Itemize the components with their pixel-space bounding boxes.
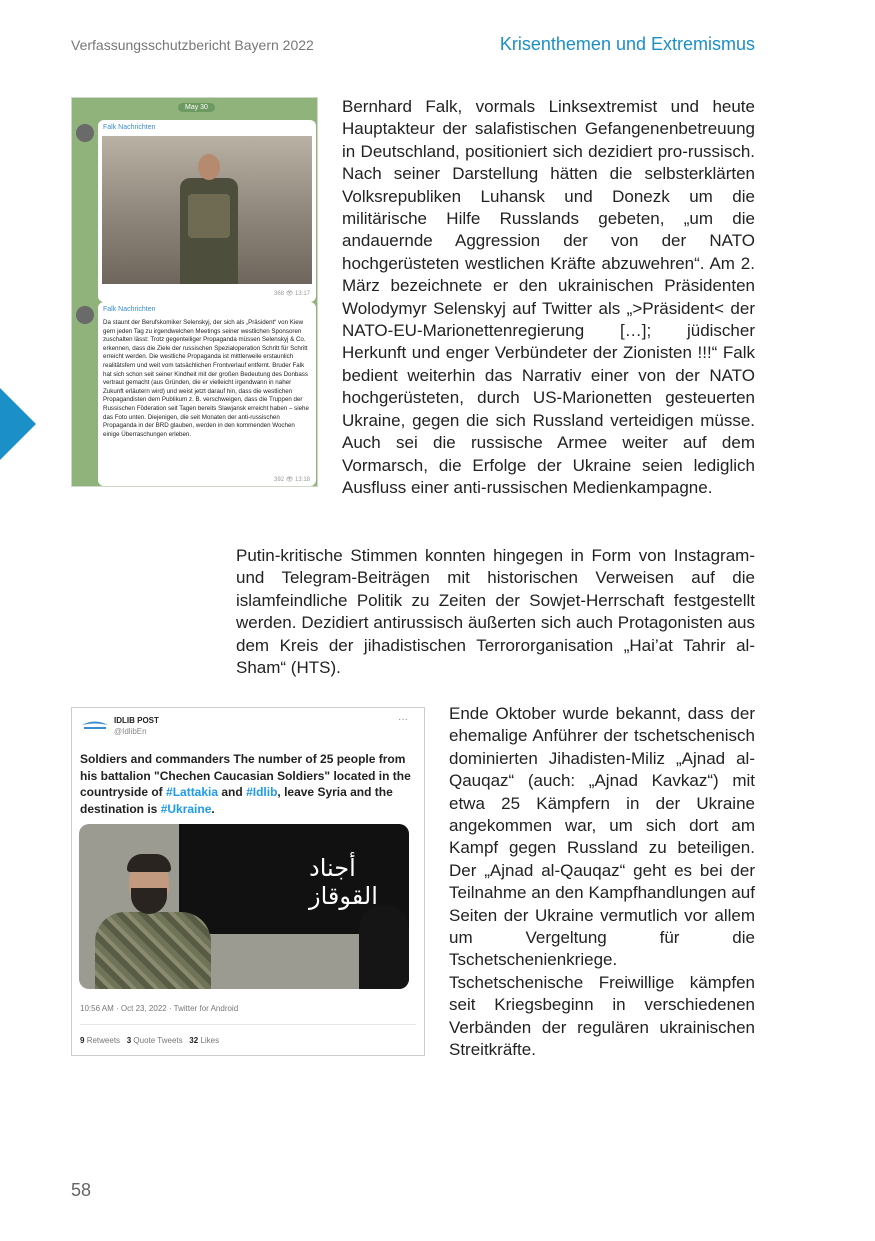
telegram-message-2 [98,302,316,486]
hashtag-lattakia: #Lattakia [166,785,219,799]
message-sender-name: Falk Nachrichten [103,124,156,131]
paragraph-ajnad-al-qauqaz: Ende Oktober wurde bekannt, dass der ehemalige Anführer der tschetschenisch dominierten Jihadisten-Miliz „Ajnad al-Qauqaz“ (auch: „Ajnad Kavkaz“) mit etwa 25 Kämpfern in der Ukraine angekommen war, um sich dort am Kampf gegen Russland zu beteiligen. Der „Ajnad al-Qauqaz“ geht es bei der Teilnahme an den Kampfhandlungen auf Seiten der Ukraine vermutlich vor allem um Vergeltung für die Tschetschenienkriege. Tschetschenische Freiwillige kämpfen seit Kriegsbeginn in verschiedenen Verbänden der regulären ukrainischen Streitkräfte. [449,704,755,1060]
message-meta [274,476,310,483]
chapter-tab-marker [0,388,36,460]
paragraph-putin-critical: Putin-kritische Stimmen konnten hingegen in Form von Instagram- und Telegram-Beiträgen mit historischen Verweisen auf die islamfeindliche Politik zu Zeiten der Sowjet-Herrschaft festgestellt werden. Dezidiert antirussisch äußerten sich auch Protagonisten aus dem Kreis der jihadistischen Terrororganisation „Hai’at Tahrir al-Sham“ (HTS). [236,546,755,678]
hashtag-idlib: #Idlib [246,785,278,799]
photo-fighter [91,854,211,989]
hashtag-ukraine: #Ukraine [160,801,212,816]
photo-masked-figure [359,904,409,989]
tweet-author-name: IDLIB POST [114,716,159,725]
telegram-message-1 [98,120,316,302]
eye-icon: 👁 [285,477,294,483]
message-meta [274,290,310,297]
view-count: 368 [274,291,285,297]
channel-avatar [76,124,94,142]
tweet-text: Soldiers and commanders The number of 25 people from his battalion "Chechen Caucasian Soldiers" located in the countryside of #Lattakia and #Idlib, leave Syria and the destination is #Ukraine. [80,752,411,816]
tweet-screenshot [71,707,425,1056]
message-time: 13:17 [294,291,310,297]
telegram-screenshot [71,97,318,487]
message-sender-name: Falk Nachrichten [103,306,156,313]
tweet-stats: 9 Retweets 3 Quote Tweets 32 Likes [80,1036,220,1045]
page-number: 58 [71,1180,92,1200]
tweet-divider [80,1024,416,1025]
banner-text: أجناد القوقاز [309,854,378,910]
view-count: 392 [274,477,285,483]
tweet-author-handle: @IdlibEn [114,727,147,736]
telegram-date-chip: May 30 [178,103,215,112]
message-time: 13:18 [294,477,310,483]
channel-avatar [76,306,94,324]
running-header-right: Krisenthemen und Extremismus [499,34,755,54]
running-header-left: Verfassungsschutzbericht Bayern 2022 [71,37,314,53]
message-text: Da staunt der Berufskomiker Selenskyj, der sich als „Präsident“ von Kiew gern jeden Tag zu irgendwelchen Meetings seiner westlichen Sponsoren zuschalten lässt: Trotz gegenteiliger Propaganda müssen Selenskyj & Co. erkennen, dass die Ziele der russischen Spezialoperation Schritt für Schritt erreicht werden. Die westliche Propaganda ist mittlerweile erstaunlich realitätsfern und weit vom tatsächlichen Frontverlauf entfernt. Bruder Falk hat sich schon seit seiner Kindheit mit der großen Bedeutung des Donbass vertraut gemacht (aus Gründen, die er vielleicht irgendwann in naher Zukunft erläutern wird) und weist jetzt darauf hin, dass die westlichen Propagandisten dem Publikum z. B. verschweigen, dass die Truppen der Russischen Föderation seit Tagen bereits Slawjansk erreicht haben – siehe das Foto unten. Diejenigen, die seit Monaten der anti-russischen Propaganda in der BRD glauben, werden in den kommenden Wochen einige Überraschungen erleben. [103,319,309,438]
photo-vest [188,194,230,238]
paragraph-falk: Bernhard Falk, vormals Linksextremist und heute Hauptakteur der salafistischen Gefangenenbetreuung in Deutschland, positioniert sich dezidiert pro-russisch. Nach seiner Darstellung hätten die selbsterklärten Volksrepubliken Luhansk und Donezk um die militärische Hilfe Russlands gebeten, „um die andauernde Aggression der von der NATO hochgerüsteten westlichen Kräfte abzuwehren“. Am 2. März bezeichnete er den ukrainischen Präsidenten Wolodymyr Selenskyj auf Twitter als „>Präsident< der NATO-EU-Marionettenregierung […]; jüdischer Herkunft und enger Verbündeter der Zionisten !!!“ Falk bedient weiterhin das Narrativ einer von der NATO hochgerüsteten, durch US-Marionetten gesteuerten Ukraine, gegen die sich Russland verteidigen müsse. Auch sei die russische Armee weiter auf dem Vormarsch, die Erfolge der Ukraine seien lediglich Ausfluss einer anti-russischen Medienkampagne. [342,97,755,497]
idlib-post-logo [80,716,110,732]
eye-icon: 👁 [285,291,294,297]
more-options-icon: ··· [398,714,408,725]
tweet-timestamp: 10:56 AM · Oct 23, 2022 · Twitter for Android [80,1004,239,1013]
photo-head [198,154,220,180]
tweet-photo [79,824,409,989]
message-photo [102,136,312,284]
